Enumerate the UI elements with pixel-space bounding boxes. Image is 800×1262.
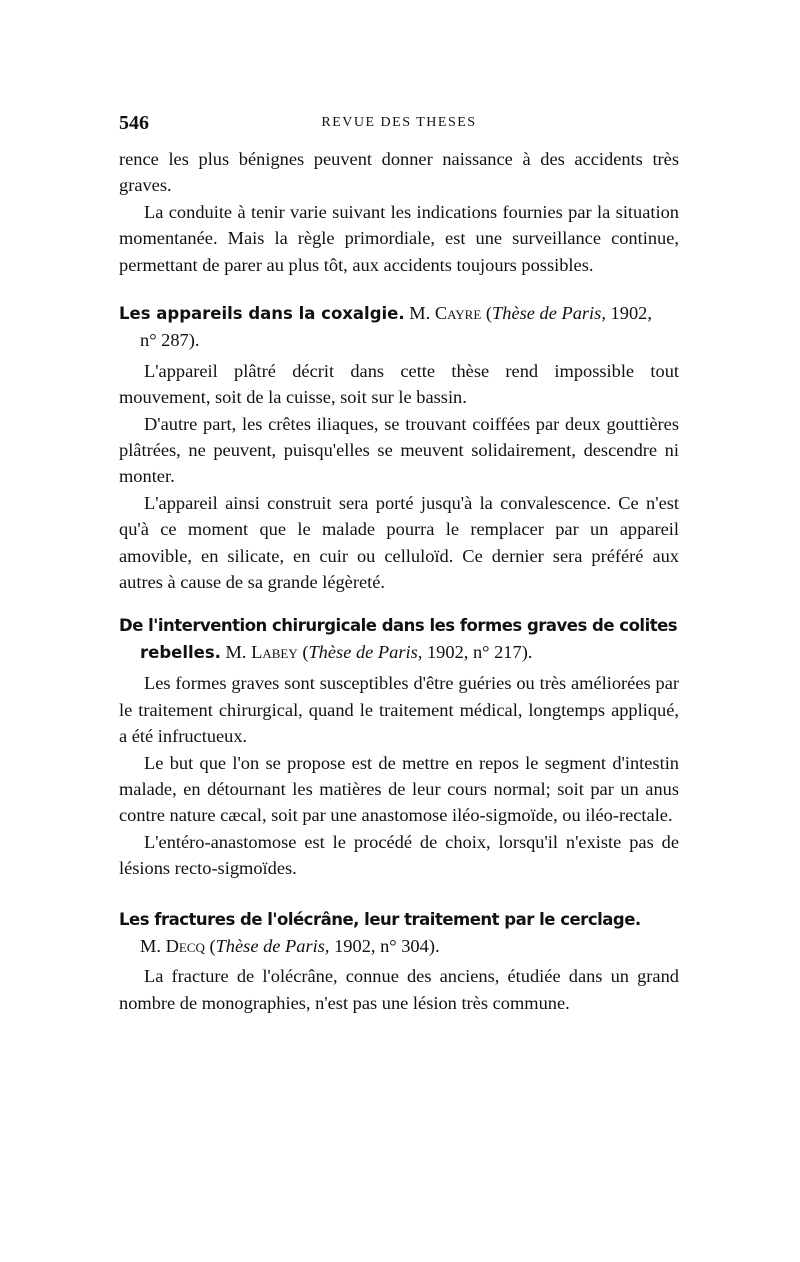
reference-number: 1902, n° 304). (334, 935, 440, 956)
running-title: REVUE DES THESES (321, 115, 477, 130)
page-number: 546 (119, 112, 149, 134)
author-prefix: M. (140, 935, 161, 956)
reference-year: 1902, (610, 303, 652, 324)
section-heading (119, 300, 679, 354)
paragraph: La fracture de l'olécrâne, connue des anciens, étudiée dans un grand nombre de monographies, n'est pas une lésion très commune. (119, 966, 679, 1013)
reference-open: ( (302, 641, 309, 662)
section-title: Les appareils dans la coxalgie. (119, 304, 405, 324)
paragraph: Les formes graves sont susceptibles d'être guéries ou très améliorées par le traitement chirurgical, quand le traitement médical, longtemps appliqué, a été infructueux. (119, 673, 679, 747)
author-name: Cayre (434, 303, 482, 324)
reference-source: Thèse de Paris, (308, 641, 423, 662)
section-title: De l'intervention chirurgicale dans les formes graves de colites (119, 615, 678, 635)
section-coxalgie (119, 300, 679, 595)
reference-open: ( (485, 303, 493, 324)
author-prefix: M. (225, 641, 247, 662)
reference-source: Thèse de Paris, (492, 303, 606, 324)
section-heading (119, 906, 679, 960)
section-heading (119, 612, 679, 667)
paragraph: La conduite à tenir varie suivant les indications fournies par la situation momentanée. Mais la règle primordiale, est une surveillance continue, permettant de parer au plus tôt, aux accidents toujours possibles. (119, 201, 679, 275)
paragraph: L'appareil plâtré décrit dans cette thèse rend impossible tout mouvement, soit de la cuisse, soit sur le bassin. (119, 360, 679, 408)
reference-number: n° 287). (140, 330, 200, 351)
paragraph: rence les plus bénignes peuvent donner naissance à des accidents très graves. (119, 149, 679, 196)
author-name: Decq (165, 935, 205, 956)
reference-source: Thèse de Paris, (215, 935, 330, 956)
section-title-continued: rebelles. (140, 642, 221, 662)
document-page (119, 112, 679, 1016)
section-title: Les fractures de l'olécrâne, leur traitement par le cerclage. (119, 909, 641, 929)
running-head (119, 112, 679, 140)
paragraph: Le but que l'on se propose est de mettre en repos le segment d'intestin malade, en détournant les matières de leur cours normal; soit par un anus contre nature cæcal, soit par une anastomose iléo-sigmoïde, ou iléo-rectale. (119, 752, 679, 826)
author-name: Labey (251, 641, 298, 662)
paragraph: L'appareil ainsi construit sera porté jusqu'à la convalescence. Ce n'est qu'à ce moment que le malade pourra le remplacer par un appareil amovible, en silicate, en cuir ou celluloïd. Ce dernier sera préféré aux autres à cause de sa grande légèreté. (119, 492, 679, 593)
section-olecrane (119, 906, 679, 1017)
section-colites (119, 612, 679, 882)
paragraph: L'entéro-anastomose est le procédé de choix, lorsqu'il n'existe pas de lésions recto-sigmoïdes. (119, 831, 679, 879)
author-prefix: M. (409, 303, 431, 324)
intro-text (119, 146, 679, 278)
reference-open: ( (209, 935, 216, 956)
reference-number: 1902, n° 217). (426, 641, 533, 662)
paragraph: D'autre part, les crêtes iliaques, se trouvant coiffées par deux gouttières plâtrées, ne peuvent, puisqu'elles se meuvent solidairement, descendre ni monter. (119, 413, 679, 487)
